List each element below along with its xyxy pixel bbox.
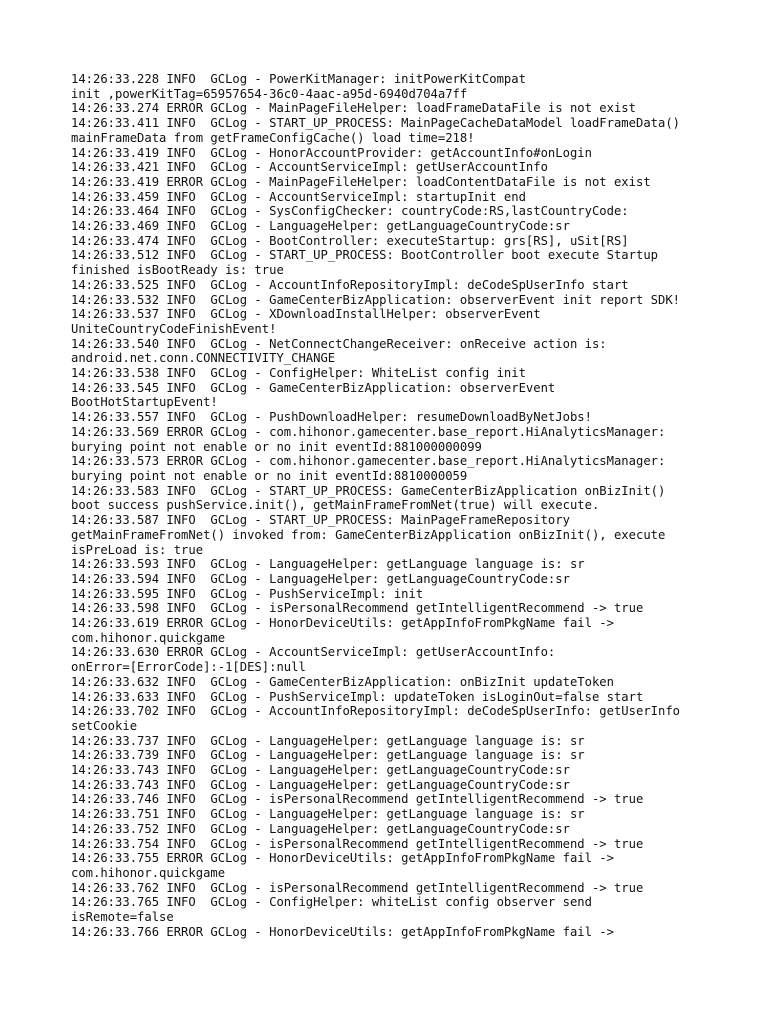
log-line: 14:26:33.537 INFO GCLog - XDownloadInstallHelper: observerEvent (71, 307, 541, 322)
log-line: init ,powerKitTag=65957654-36c0-4aac-a95d-6940d704a7ff (71, 86, 468, 101)
log-line: finished isBootReady is: true (71, 263, 284, 278)
log-line: 14:26:33.619 ERROR GCLog - HonorDeviceUtils: getAppInfoFromPkgName fail -> (71, 616, 614, 631)
log-line: 14:26:33.598 INFO GCLog - isPersonalRecommend getIntelligentRecommend -> true (71, 601, 644, 616)
log-line: 14:26:33.419 INFO GCLog - HonorAccountProvider: getAccountInfo#onLogin (71, 145, 592, 160)
log-line: mainFrameData from getFrameConfigCache() load time=218! (71, 130, 475, 145)
log-line: 14:26:33.751 INFO GCLog - LanguageHelper: getLanguage language is: sr (71, 807, 585, 822)
log-line: 14:26:33.765 INFO GCLog - ConfigHelper: whiteList config observer send (71, 895, 592, 910)
log-line: isRemote=false (71, 910, 174, 925)
log-line: 14:26:33.755 ERROR GCLog - HonorDeviceUtils: getAppInfoFromPkgName fail -> (71, 851, 614, 866)
log-line: burying point not enable or no init eventId:881000000099 (71, 439, 482, 454)
log-line: 14:26:33.630 ERROR GCLog - AccountServiceImpl: getUserAccountInfo: (71, 645, 556, 660)
log-line: BootHotStartupEvent! (71, 395, 218, 410)
log-line: setCookie (71, 718, 138, 733)
log-line: 14:26:33.474 INFO GCLog - BootController: executeStartup: grs[RS], uSit[RS] (71, 233, 629, 248)
log-line: 14:26:33.557 INFO GCLog - PushDownloadHelper: resumeDownloadByNetJobs! (71, 410, 592, 425)
log-line: 14:26:33.512 INFO GCLog - START_UP_PROCESS: BootController boot execute Startup (71, 248, 658, 263)
log-line: com.hihonor.quickgame (71, 630, 226, 645)
log-line: getMainFrameFromNet() invoked from: GameCenterBizApplication onBizInit(), execute (71, 527, 666, 542)
log-document (71, 72, 731, 939)
log-line: 14:26:33.593 INFO GCLog - LanguageHelper: getLanguage language is: sr (71, 557, 585, 572)
log-line: UniteCountryCodeFinishEvent! (71, 321, 277, 336)
log-line: 14:26:33.739 INFO GCLog - LanguageHelper: getLanguage language is: sr (71, 748, 585, 763)
log-line: 14:26:33.754 INFO GCLog - isPersonalRecommend getIntelligentRecommend -> true (71, 836, 644, 851)
log-line: android.net.conn.CONNECTIVITY_CHANGE (71, 351, 336, 366)
log-line: 14:26:33.469 INFO GCLog - LanguageHelper: getLanguageCountryCode:sr (71, 219, 570, 234)
log-line: 14:26:33.583 INFO GCLog - START_UP_PROCESS: GameCenterBizApplication onBizInit() (71, 483, 666, 498)
log-line: 14:26:33.569 ERROR GCLog - com.hihonor.gamecenter.base_report.HiAnalyticsManager: (71, 424, 666, 439)
log-line: 14:26:33.525 INFO GCLog - AccountInfoRepositoryImpl: deCodeSpUserInfo start (71, 277, 629, 292)
log-line: 14:26:33.411 INFO GCLog - START_UP_PROCESS: MainPageCacheDataModel loadFrameData() (71, 116, 681, 131)
log-line: 14:26:33.762 INFO GCLog - isPersonalRecommend getIntelligentRecommend -> true (71, 880, 644, 895)
log-line: burying point not enable or no init eventId:8810000059 (71, 468, 468, 483)
log-line: boot success pushService.init(), getMainFrameFromNet(true) will execute. (71, 498, 600, 513)
log-line: 14:26:33.743 INFO GCLog - LanguageHelper: getLanguageCountryCode:sr (71, 777, 570, 792)
log-line: 14:26:33.766 ERROR GCLog - HonorDeviceUtils: getAppInfoFromPkgName fail -> (71, 924, 614, 939)
log-line: 14:26:33.419 ERROR GCLog - MainPageFileHelper: loadContentDataFile is not exist (71, 174, 651, 189)
log-line: 14:26:33.587 INFO GCLog - START_UP_PROCESS: MainPageFrameRepository (71, 513, 570, 528)
log-line: 14:26:33.752 INFO GCLog - LanguageHelper: getLanguageCountryCode:sr (71, 821, 570, 836)
log-line: onError=[ErrorCode]:-1[DES]:null (71, 660, 306, 675)
log-line: 14:26:33.532 INFO GCLog - GameCenterBizApplication: observerEvent init report SDK! (71, 292, 681, 307)
log-line: 14:26:33.421 INFO GCLog - AccountServiceImpl: getUserAccountInfo (71, 160, 548, 175)
log-line: 14:26:33.743 INFO GCLog - LanguageHelper: getLanguageCountryCode:sr (71, 763, 570, 778)
log-line: 14:26:33.746 INFO GCLog - isPersonalRecommend getIntelligentRecommend -> true (71, 792, 644, 807)
log-line: 14:26:33.545 INFO GCLog - GameCenterBizApplication: observerEvent (71, 380, 556, 395)
log-line: com.hihonor.quickgame (71, 865, 226, 880)
log-line: 14:26:33.274 ERROR GCLog - MainPageFileHelper: loadFrameDataFile is not exist (71, 101, 636, 116)
log-line: 14:26:33.540 INFO GCLog - NetConnectChangeReceiver: onReceive action is: (71, 336, 607, 351)
log-line: 14:26:33.595 INFO GCLog - PushServiceImpl: init (71, 586, 424, 601)
log-line: 14:26:33.702 INFO GCLog - AccountInfoRepositoryImpl: deCodeSpUserInfo: getUserInfo (71, 704, 681, 719)
log-line: 14:26:33.594 INFO GCLog - LanguageHelper: getLanguageCountryCode:sr (71, 571, 570, 586)
log-line: 14:26:33.228 INFO GCLog - PowerKitManager: initPowerKitCompat (71, 72, 526, 86)
log-line: isPreLoad is: true (71, 542, 204, 557)
log-line: 14:26:33.633 INFO GCLog - PushServiceImpl: updateToken isLoginOut=false start (71, 689, 644, 704)
log-line: 14:26:33.737 INFO GCLog - LanguageHelper: getLanguage language is: sr (71, 733, 585, 748)
log-line: 14:26:33.459 INFO GCLog - AccountServiceImpl: startupInit end (71, 189, 526, 204)
log-line: 14:26:33.538 INFO GCLog - ConfigHelper: WhiteList config init (71, 366, 526, 381)
log-line: 14:26:33.632 INFO GCLog - GameCenterBizApplication: onBizInit updateToken (71, 674, 614, 689)
log-line: 14:26:33.573 ERROR GCLog - com.hihonor.gamecenter.base_report.HiAnalyticsManager: (71, 454, 666, 469)
log-line: 14:26:33.464 INFO GCLog - SysConfigChecker: countryCode:RS,lastCountryCode: (71, 204, 629, 219)
